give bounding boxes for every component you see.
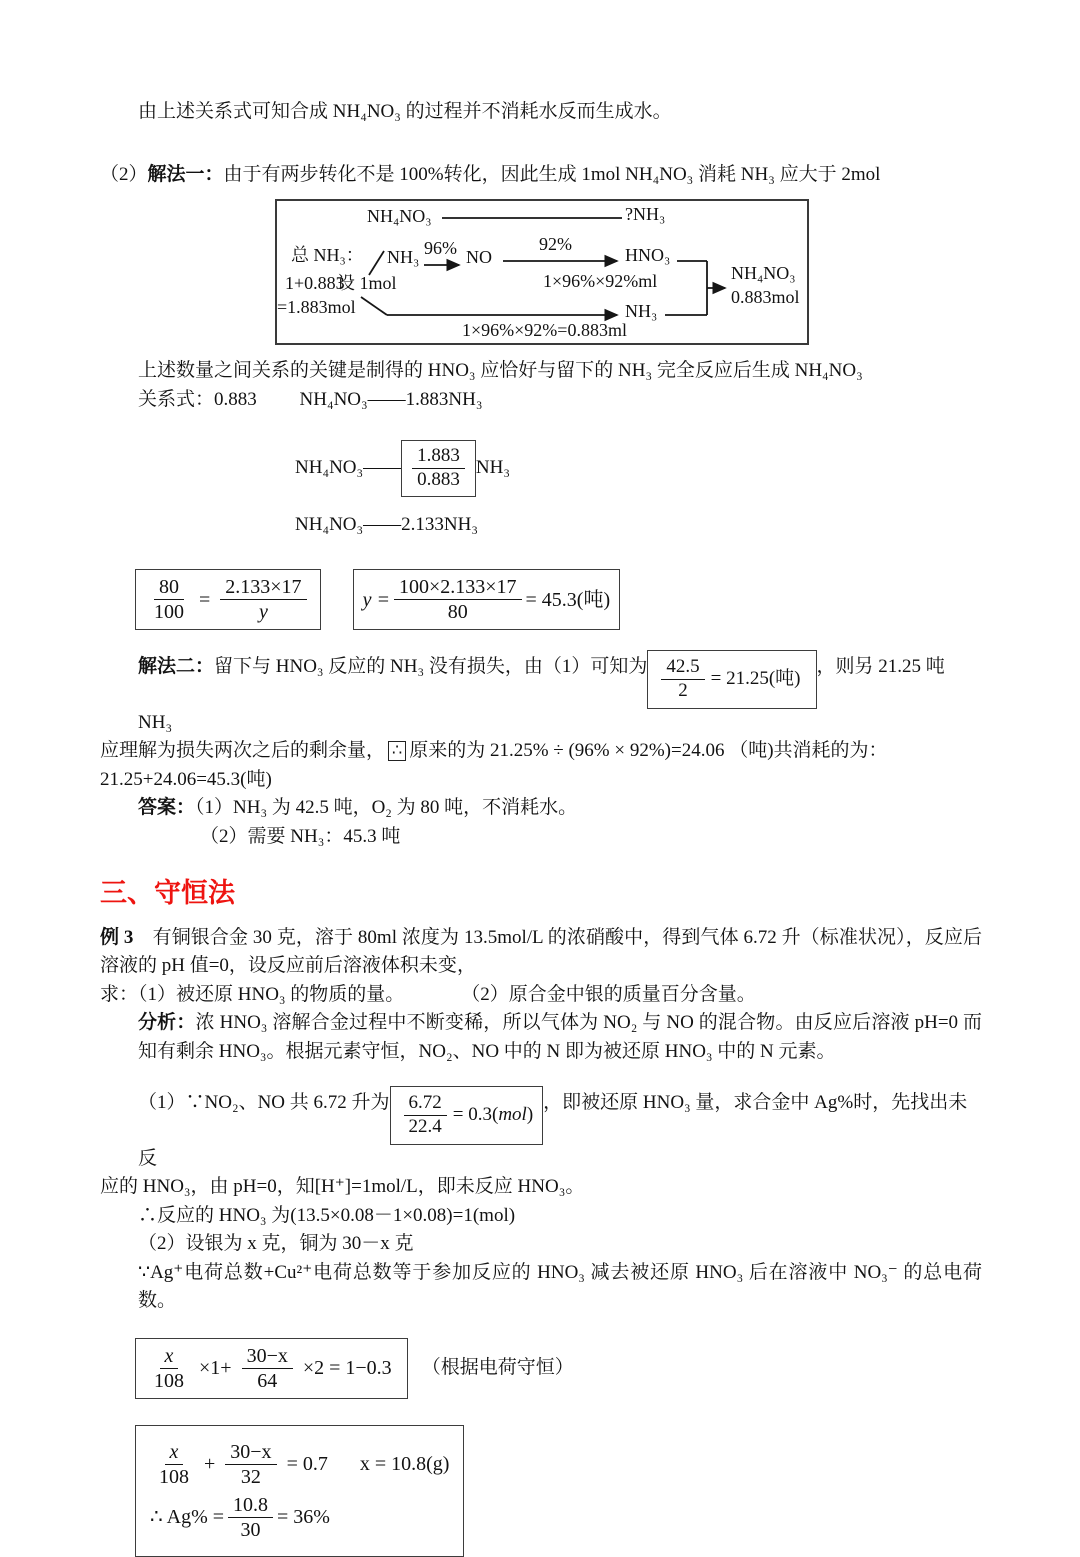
analysis-paragraph xyxy=(100,1009,982,1066)
intro-paragraph: 由上述关系式可知合成 NH₄NO₃ 的过程并不消耗水反而生成水。 xyxy=(138,101,672,122)
fraction-numerator: 2.133×17 xyxy=(220,575,306,600)
fraction-denominator: 100 xyxy=(154,601,184,624)
fraction-numerator: 6.72 xyxy=(404,1092,447,1116)
method2-fraction-result: = 21.25(吨) xyxy=(710,668,801,690)
total-consumption-line: 21.25+24.06=45.3(吨) xyxy=(100,768,272,790)
fraction-numerator: 30−x xyxy=(242,1344,293,1369)
fraction-numerator: 42.5 xyxy=(661,656,704,680)
method2-cont-before: 应理解为损失两次之后的剩余量， xyxy=(100,740,386,762)
diagram-label-nh3-bottom: NH₃ xyxy=(625,301,658,321)
fraction-denominator: 22.4 xyxy=(408,1115,442,1137)
equals-sign: = xyxy=(199,588,211,611)
diagram-label-96pct: 96% xyxy=(424,238,457,258)
mass-equation-box xyxy=(135,1425,464,1557)
step1-text-after: ，即被还原 HNO₃ 量，求合金中 Ag%时，先找出未反 xyxy=(138,1092,968,1169)
fraction-denominator: 80 xyxy=(447,601,468,624)
fraction xyxy=(228,1493,273,1542)
step1-cont-paragraph: 应的 HNO₃，由 pH=0，知[H⁺]=1mol/L，即未反应 HNO₃。 xyxy=(100,1176,585,1198)
equation3-operator1: ×1+ xyxy=(199,1357,232,1380)
method2-paragraph xyxy=(100,650,982,737)
fraction-denominator: 30 xyxy=(240,1518,261,1541)
fraction-numerator: 1.883 xyxy=(412,445,465,469)
fraction-denominator: 64 xyxy=(257,1369,278,1392)
analysis-text: 浓 HNO₃ 溶解合金过程中不断变稀，所以气体为 NO₂ 与 NO 的混合物。由反应后溶液 pH=0 而知有剩余 HNO₃。根据元素守恒，NO₂、NO 中的 N 即为被还原 HNO₃ 中的 N 元素。 xyxy=(138,1012,982,1062)
fraction xyxy=(220,575,306,624)
silver-percent-result: = 36% xyxy=(277,1506,330,1529)
answer-line2: （2）需要 NH₃：45.3 吨 xyxy=(200,825,401,847)
fraction-denominator: 32 xyxy=(240,1465,261,1488)
equation2-result: = 45.3(吨) xyxy=(525,588,611,611)
step1-conclusion-line: ∴反应的 HNO₃ 为(13.5×0.08－1×0.08)=1(mol) xyxy=(138,1204,516,1226)
fraction-denominator: 108 xyxy=(154,1369,184,1392)
diagram-label-hno3-amount: 1×96%×92%ml xyxy=(543,271,658,291)
fraction xyxy=(412,445,465,492)
proportion-equations-row xyxy=(135,569,982,630)
fraction-numerator: 100×2.133×17 xyxy=(394,575,522,600)
equation1-box xyxy=(135,569,321,630)
fraction xyxy=(154,1440,194,1489)
charge-conservation-equation-row xyxy=(135,1338,982,1399)
method1-prefix: （2） xyxy=(100,163,148,185)
diagram-label-nh4no3-source: NH₄NO₃ xyxy=(367,206,432,226)
equation2-box xyxy=(353,569,621,630)
step1-paragraph xyxy=(100,1086,982,1173)
fraction-numerator: 30−x xyxy=(225,1440,276,1465)
step1-fraction-box xyxy=(390,1086,544,1145)
diagram-label-total-result: =1.883mol xyxy=(277,297,356,317)
diagram-label-total-sum: 1+0.883 xyxy=(285,273,345,293)
plus-sign: + xyxy=(204,1453,216,1476)
step1-close-paren: ) xyxy=(526,1104,534,1126)
diagram-label-no: NO xyxy=(466,247,492,267)
silver-percent-lead: ∴ Ag% = xyxy=(150,1506,225,1529)
fraction-denominator: 2 xyxy=(678,679,688,701)
relation-fraction-line xyxy=(295,440,982,497)
key-relation-paragraph: 上述数量之间关系的关键是制得的 HNO₃ 应恰好与留下的 NH₃ 完全反应后生成 NH₄NO₃ xyxy=(138,360,863,381)
fraction-numerator: 10.8 xyxy=(228,1493,273,1518)
mass-equation-row1 xyxy=(150,1440,449,1489)
method1-text: 由于有两步转化不是 100%转化，因此生成 1mol NH₄NO₃ 消耗 NH₃ 应大于 2mol xyxy=(223,163,881,185)
x-value-result: x = 10.8(g) xyxy=(359,1453,450,1476)
relation-fraction-left: NH₄NO₃—— xyxy=(295,457,402,479)
method2-cont-after: 原来的为 21.25% ÷ (96% × 92%)=24.06 （吨)共消耗的为： xyxy=(409,740,888,762)
equation3-note: （根据电荷守恒） xyxy=(421,1356,574,1378)
step2-assumption-line: （2）设银为 x 克，铜为 30－x 克 xyxy=(138,1233,414,1255)
fraction-denominator: 0.883 xyxy=(417,468,460,490)
therefore-boxed-symbol xyxy=(388,741,406,761)
diagram-label-assume-1mol: 设 1mol xyxy=(337,273,397,293)
fraction xyxy=(661,656,704,703)
mass-equation-row2 xyxy=(150,1493,449,1542)
diagram-label-hno3: HNO₃ xyxy=(625,245,671,265)
diagram-label-product-amount: 0.883mol xyxy=(731,287,800,307)
answer-line1-text: （1）NH₃ 为 42.5 吨，O₂ 为 80 吨，不消耗水。 xyxy=(195,797,578,819)
conversion-diagram xyxy=(275,199,809,345)
fraction xyxy=(149,575,189,624)
fraction-numerator: 80 xyxy=(154,575,184,600)
fraction-denominator: y xyxy=(258,601,268,624)
diagram-label-product: NH₄NO₃ xyxy=(731,263,796,283)
method1-paragraph xyxy=(100,161,982,190)
diagram-label-total-nh3: 总 NH₃： xyxy=(291,245,364,265)
fraction xyxy=(149,1344,189,1393)
fraction-denominator: 108 xyxy=(159,1465,189,1488)
example3-paragraph xyxy=(100,924,982,981)
example3-text: 有铜银合金 30 克，溶于 80ml 浓度为 13.5mol/L 的浓硝酸中，得到气体 6.72 升（标准状况），反应后溶液的 pH 值=0，设反应前后溶液体积未变， xyxy=(100,926,982,977)
diagram-label-nh3-mid: NH₃ xyxy=(387,247,420,267)
equation2-lead: y = xyxy=(362,588,390,611)
fraction xyxy=(404,1092,447,1139)
fraction-numerator: x xyxy=(160,1344,179,1369)
relation-fraction-right: NH₃ xyxy=(475,457,510,479)
step1-fraction-result: = 0.3( xyxy=(452,1104,499,1126)
fraction xyxy=(225,1440,276,1489)
answer-line1 xyxy=(100,794,982,823)
method2-fraction-box xyxy=(647,650,816,709)
equation3-result: ×2 = 1−0.3 xyxy=(302,1357,392,1380)
equation3-box xyxy=(135,1338,408,1399)
step1-text-before: （1）∵NO₂、NO 共 6.72 升为 xyxy=(138,1092,390,1114)
step1-unit: mol xyxy=(498,1104,527,1126)
fraction xyxy=(242,1344,293,1393)
relation1-paragraph: 关系式：0.883 NH₄NO₃——1.883NH₃ xyxy=(138,388,483,410)
mass-equation-result: = 0.7 xyxy=(286,1453,328,1476)
analysis-label: 分析： xyxy=(138,1012,196,1034)
answer-label: 答案： xyxy=(138,797,196,819)
section-heading-conservation-method: 三、守恒法 xyxy=(100,878,235,909)
method2-text-after: ，则另 21.25 吨 NH₃ xyxy=(138,656,945,733)
fraction xyxy=(394,575,522,624)
method2-cont-paragraph xyxy=(100,737,982,766)
example3-questions: 求：（1）被还原 HNO₃ 的物质的量。 （2）原合金中银的质量百分含量。 xyxy=(100,983,756,1005)
diagram-label-92pct: 92% xyxy=(539,234,572,254)
relation2-paragraph: NH₄NO₃——2.133NH₃ xyxy=(295,513,478,535)
relation-fraction-box xyxy=(401,440,476,497)
step2-charge-balance-line: ∵Ag⁺电荷总数+Cu²⁺电荷总数等于参加反应的 HNO₃ 减去被还原 HNO₃ 后在溶液中 NO₃⁻ 的总电荷数。 xyxy=(138,1261,982,1312)
method1-label: 解法一： xyxy=(147,163,224,185)
method2-label: 解法二： xyxy=(138,656,215,678)
method2-text-before: 留下与 HNO₃ 反应的 NH₃ 没有损失，由（1）可知为 xyxy=(214,656,648,678)
diagram-label-nh3-question: ?NH₃ xyxy=(625,204,666,224)
therefore-symbol: ∴ xyxy=(392,742,403,760)
fraction-numerator: x xyxy=(165,1440,184,1465)
example3-label: 例 3 xyxy=(100,926,134,948)
diagram-label-bottom-calc: 1×96%×92%=0.883ml xyxy=(462,320,627,340)
